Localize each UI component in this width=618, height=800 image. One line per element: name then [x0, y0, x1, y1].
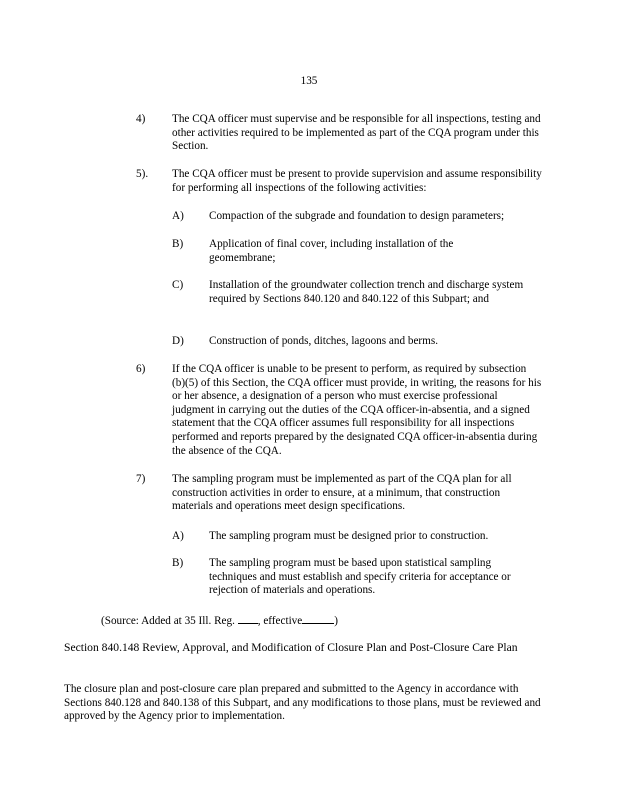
item-text: The CQA officer must be present to provide supervision and assume responsibility for performing all inspections of the following activities:	[172, 168, 542, 194]
item-number: 5).	[136, 168, 149, 180]
section-heading: Section 840.148 Review, Approval, and Modification of Closure Plan and Post-Closure Care Plan	[64, 641, 518, 654]
source-text-end: )	[334, 615, 338, 627]
subitem-text: Compaction of the subgrade and foundation to design parameters;	[209, 210, 505, 222]
subitem-letter: B)	[172, 238, 184, 250]
subitem-letter: B)	[172, 557, 184, 569]
subitem-letter: D)	[172, 335, 184, 347]
subitem-text: Application of final cover, including installation of the geomembrane;	[209, 238, 454, 264]
item-text: The sampling program must be implemented as part of the CQA plan for all construction activities in order to ensure, at a minimum, that construction materials and operations meet design specifications.	[172, 473, 512, 513]
item-text: The CQA officer must supervise and be responsible for all inspections, testing and other activities required to be implemented as part of the CQA program under this Section.	[172, 113, 541, 153]
source-text-effective: , effective	[257, 615, 303, 627]
subitem-text: Installation of the groundwater collection trench and discharge system required by Sections 840.120 and 840.122 of this Subpart; and	[209, 279, 524, 305]
subitem-letter: C)	[172, 279, 184, 291]
subitem-text: The sampling program must be designed prior to construction.	[209, 530, 489, 542]
subitem-text: The sampling program must be based upon statistical sampling techniques and must establish and specify criteria for acceptance or rejection of materials and operations.	[209, 557, 511, 597]
subitem-letter: A)	[172, 210, 184, 222]
section-body: The closure plan and post-closure care plan prepared and submitted to the Agency in accordance with Sections 840.128 and 840.138 of this Subpart, and any modifications to those plans, must be reviewed and approved by the Agency prior to implementation.	[64, 683, 541, 723]
source-text-start: (Source: Added at 35 Ill. Reg.	[101, 615, 238, 627]
blank-line	[238, 613, 258, 624]
item-number: 7)	[136, 473, 146, 485]
subitem-text: Construction of ponds, ditches, lagoons and berms.	[209, 335, 439, 347]
item-number: 6)	[136, 363, 146, 375]
page-number: 135	[300, 75, 318, 87]
item-number: 4)	[136, 113, 146, 125]
subitem-letter: A)	[172, 530, 184, 542]
item-text: If the CQA officer is unable to be present to perform, as required by subsection (b)(5) of this Section, the CQA officer must provide, in writing, the reasons for his or her absence, a designation of a person who must exercise professional judgment in carrying out the duties of the CQA officer-in-absentia, and a signed statement that the CQA officer assumes full responsibility for all inspections performed and reports prepared by the designated CQA officer-in-absentia during the absence of the CQA.	[172, 363, 542, 457]
blank-line	[302, 613, 334, 624]
source-note	[101, 613, 338, 629]
